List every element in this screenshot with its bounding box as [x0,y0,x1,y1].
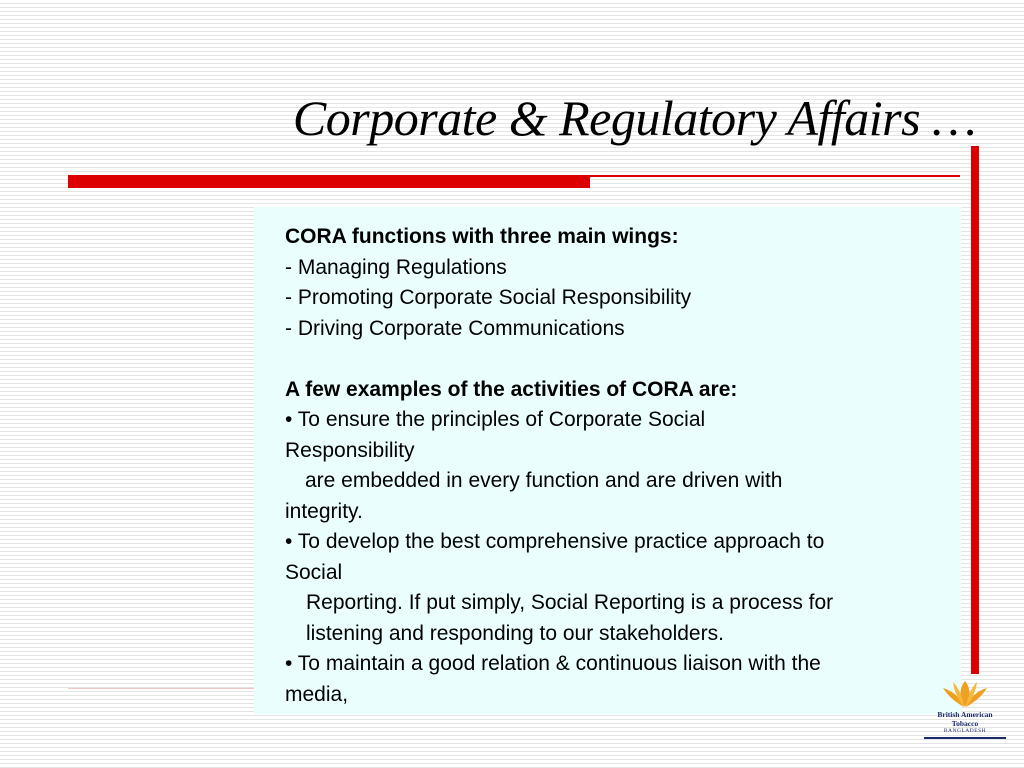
example-line: Responsibility [285,438,415,462]
content-box [254,207,961,714]
example-line: media, [285,682,349,706]
wing-item: - Promoting Corporate Social Responsibility [285,286,692,309]
title-underline-thin [590,175,960,177]
logo-line-2: Tobacco [951,719,979,728]
right-accent-bar [971,146,979,674]
example-line: integrity. [285,499,363,523]
examples-heading: A few examples of the activities of CORA are: [285,377,738,401]
example-line: are embedded in every function and are driven with [305,469,783,492]
wings-heading: CORA functions with three main wings: [285,225,679,248]
example-line: • To ensure the principles of Corporate Social [285,408,706,431]
example-line: • To maintain a good relation & continuous liaison with the [285,652,821,675]
logo-line-1: British American [937,710,993,719]
title-underline-thick [68,175,590,188]
slide-title: Corporate & Regulatory Affairs … [292,90,976,146]
logo-line-3: BANGLADESH [943,728,987,734]
bat-bangladesh-logo [918,680,1012,754]
example-line: Reporting. If put simply, Social Reporting is a process for [306,591,834,614]
leaf-emblem-icon [939,680,991,710]
wing-item: - Driving Corporate Communications [285,316,625,340]
example-line: Social [285,560,343,584]
logo-underline [924,737,1006,739]
example-line: listening and responding to our stakeholders. [306,621,724,645]
example-line: • To develop the best comprehensive practice approach to [285,530,825,553]
wing-item: - Managing Regulations [285,255,507,279]
paragraph-spacer [285,344,949,375]
